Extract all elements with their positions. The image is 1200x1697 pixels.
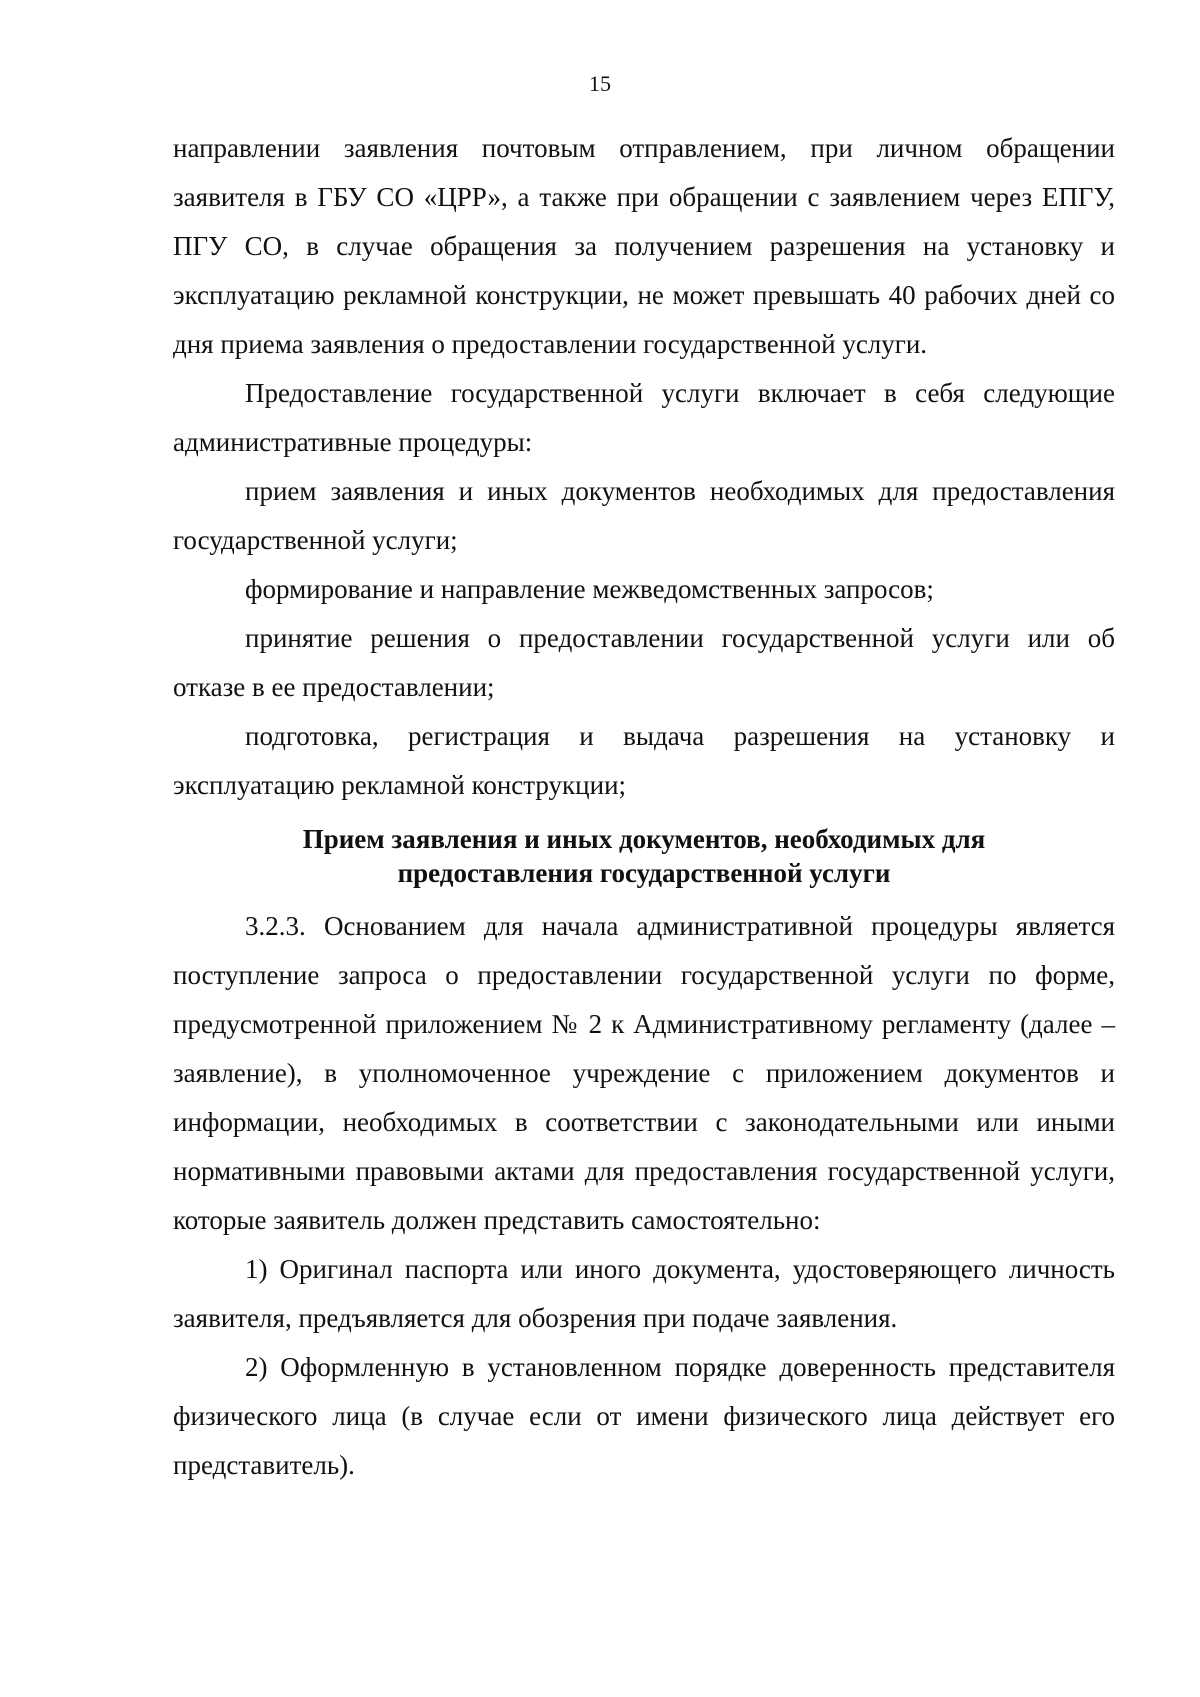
list-item-2: 2) Оформленную в установленном порядке доверенность представителя физического лица (в случае если от имени физического лица действует его представитель).	[173, 1352, 1115, 1480]
list-item-1: 1) Оригинал паспорта или иного документа, удостоверяющего личность заявителя, предъявляется для обозрения при подаче заявления.	[173, 1254, 1115, 1333]
paragraph-continuation: направлении заявления почтовым отправлением, при личном обращении заявителя в ГБУ СО «ЦРР», а также при обращении с заявлением через ЕПГУ, ПГУ СО, в случае обращения за получением разрешения на установку и эксплуатацию рекламной конструкции, не может превышать 40 рабочих дней со дня приема заявления о предоставлении государственной услуги.	[173, 133, 1115, 359]
procedure-item-requests: формирование и направление межведомственных запросов;	[245, 574, 934, 604]
section-heading: Прием заявления и иных документов, необходимых для предоставления государственной услуги	[302, 824, 986, 888]
paragraph-procedures-intro: Предоставление государственной услуги включает в себя следующие административные процедуры:	[173, 378, 1115, 457]
procedure-item-decision: принятие решения о предоставлении государственной услуги или об отказе в ее предоставлении;	[173, 623, 1115, 702]
page-number: 15	[589, 71, 611, 96]
paragraph-3-2-3: 3.2.3. Основанием для начала административной процедуры является поступление запроса о предоставлении государственной услуги по форме, предусмотренной приложением № 2 к Административному регламенту (далее – заявление), в уполномоченное учреждение с приложением документов и информации, необходимых в соответствии с законодательными или иными нормативными правовыми актами для предоставления государственной услуги, которые заявитель должен представить самостоятельно:	[173, 911, 1115, 1235]
document-body	[173, 124, 1115, 1490]
procedure-item-reception: прием заявления и иных документов необходимых для предоставления государственной услуги;	[173, 476, 1115, 555]
procedure-item-issuance: подготовка, регистрация и выдача разрешения на установку и эксплуатацию рекламной конструкции;	[173, 721, 1115, 800]
